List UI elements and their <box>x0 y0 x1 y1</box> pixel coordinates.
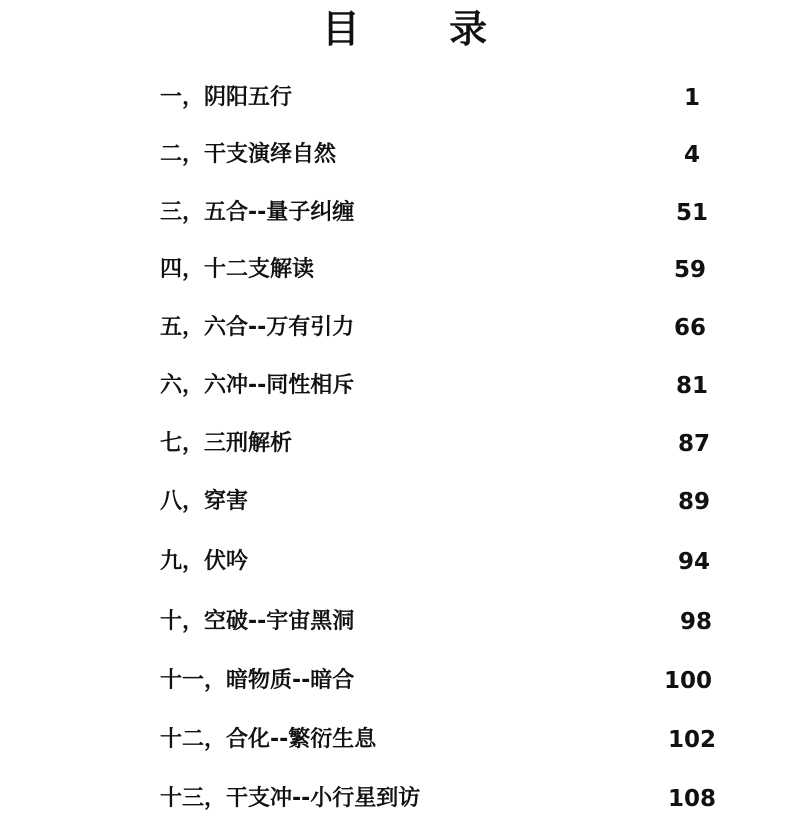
toc-entry <box>160 482 710 522</box>
toc-entry-label: 八，穿害 <box>160 489 249 514</box>
toc-entry-label: 七，三刑解析 <box>160 431 293 456</box>
toc-entry-page: 59 <box>673 257 706 283</box>
toc-entry-page: 89 <box>677 489 710 515</box>
toc-entry-page: 102 <box>667 727 716 753</box>
toc-entry <box>160 720 716 760</box>
toc-entry-page: 66 <box>673 315 706 341</box>
toc-entry <box>160 366 708 406</box>
toc-entry <box>160 661 712 701</box>
toc-entry-label: 十一，暗物质--暗合 <box>160 668 355 693</box>
toc-entry <box>160 193 708 233</box>
toc-entry-page: 51 <box>675 200 708 226</box>
page-title: 目 录 <box>321 7 526 51</box>
toc-entry-page: 1 <box>683 85 700 111</box>
toc-entry-label: 四，十二支解读 <box>160 257 315 282</box>
toc-entry <box>160 250 706 290</box>
toc-entry-page: 108 <box>667 786 716 812</box>
toc-entry-label: 六，六冲--同性相斥 <box>160 373 355 398</box>
toc-entry-page: 100 <box>663 668 712 694</box>
toc-entry-page: 94 <box>677 549 710 575</box>
toc-entry-page: 98 <box>679 609 712 635</box>
toc-entry-page: 4 <box>683 142 700 168</box>
toc-entry <box>160 779 716 819</box>
toc-entry-page: 87 <box>677 431 710 457</box>
toc-entry-label: 九，伏吟 <box>160 549 249 574</box>
toc-entry-label: 五，六合--万有引力 <box>160 315 355 340</box>
toc-entry-page: 81 <box>675 373 708 399</box>
toc-entry-label: 二，干支演绎自然 <box>160 142 337 167</box>
toc-entry-label: 十二，合化--繁衍生息 <box>160 727 377 752</box>
toc-entry-label: 十三，干支冲--小行星到访 <box>160 786 421 811</box>
toc-entry <box>160 424 710 464</box>
toc-entry <box>160 542 710 582</box>
toc-entry <box>160 135 700 175</box>
toc-entry <box>160 78 700 118</box>
toc-entry-label: 三，五合--量子纠缠 <box>160 200 355 225</box>
toc-entry <box>160 602 712 642</box>
toc-entry <box>160 308 706 348</box>
toc-entry-label: 一，阴阳五行 <box>160 85 293 110</box>
toc-entry-label: 十，空破--宇宙黑洞 <box>160 609 355 634</box>
